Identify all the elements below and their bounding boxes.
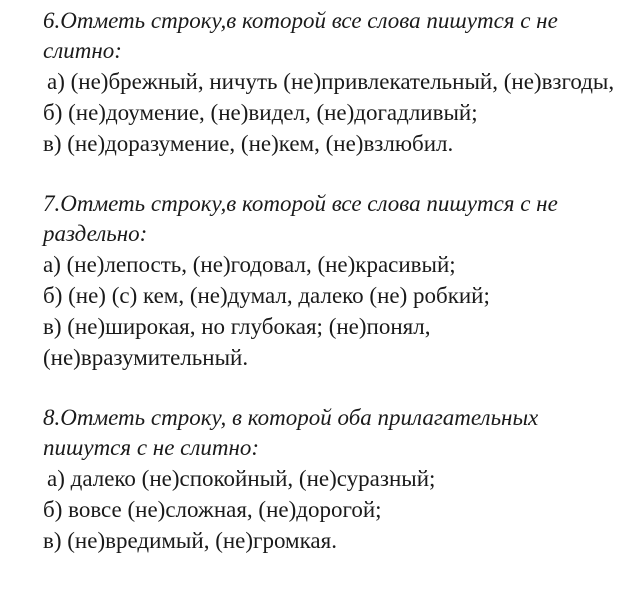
task-6-option-b: б) (не)доумение, (не)видел, (не)догадливый; bbox=[43, 100, 478, 125]
task-6-option-a: а) (не)брежный, ничуть (не)привлекательный, (не)взгоды, bbox=[47, 69, 615, 94]
task-8 bbox=[43, 403, 620, 556]
task-7-option-c: в) (не)широкая, но глубокая; (не)понял, (не)вразумительный. bbox=[43, 314, 431, 370]
task-7-option-a: а) (не)лепость, (не)годовал, (не)красивый; bbox=[43, 252, 456, 277]
task-8-options bbox=[43, 463, 620, 556]
task-7 bbox=[43, 189, 620, 373]
task-8-question: 8.Отметь строку, в которой оба прилагательных пишутся с не слитно: bbox=[43, 405, 539, 460]
task-6 bbox=[43, 6, 620, 159]
task-7-question: 7.Отметь строку,в которой все слова пишутся с не раздельно: bbox=[43, 191, 558, 246]
task-7-option-b: б) (не) (с) кем, (не)думал, далеко (не) робкий; bbox=[43, 283, 490, 308]
task-7-options bbox=[43, 249, 620, 373]
task-8-option-b: б) вовсе (не)сложная, (не)дорогой; bbox=[43, 497, 382, 522]
task-8-option-a: а) далеко (не)спокойный, (не)суразный; bbox=[47, 466, 436, 491]
task-6-options bbox=[43, 66, 620, 159]
task-8-option-c: в) (не)вредимый, (не)громкая. bbox=[43, 528, 337, 553]
task-6-option-c: в) (не)доразумение, (не)кем, (не)взлюбил. bbox=[43, 131, 454, 156]
task-6-question: 6.Отметь строку,в которой все слова пишутся с не слитно: bbox=[43, 8, 558, 63]
